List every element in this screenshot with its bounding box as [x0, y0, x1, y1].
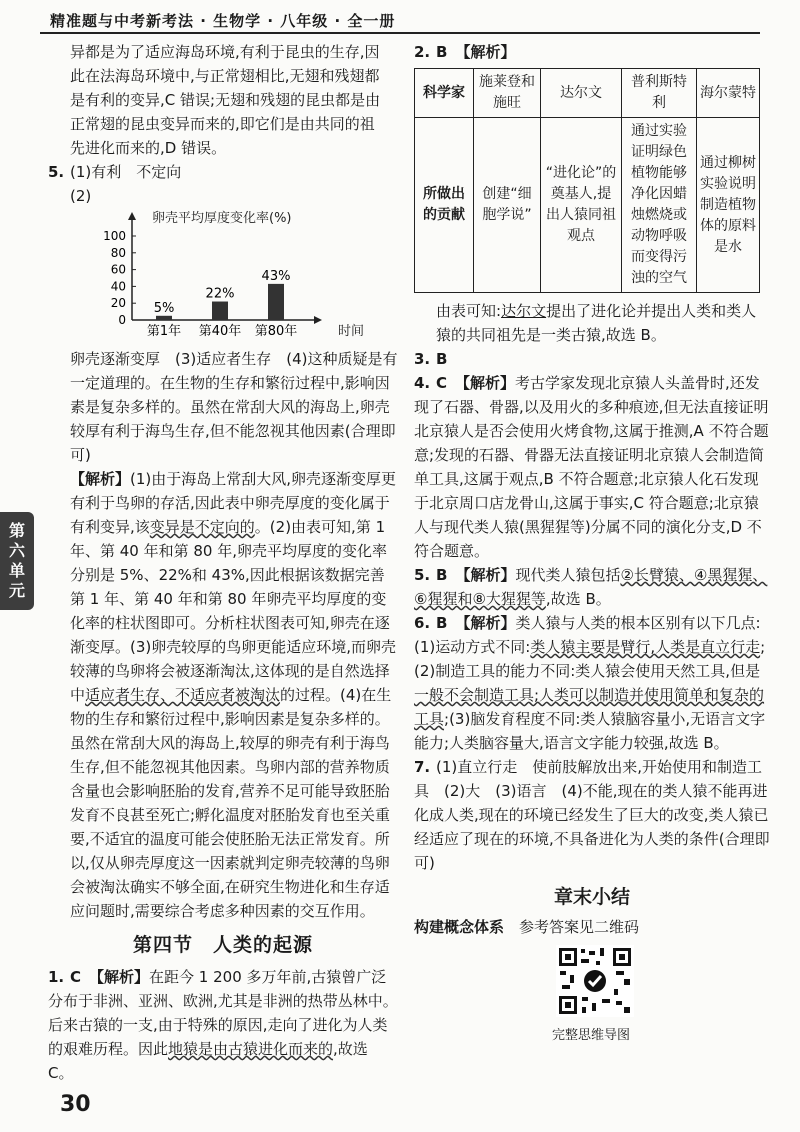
table-cell: 普利斯特利: [622, 69, 697, 118]
unit-tab-char: 单: [8, 561, 25, 580]
y-tick-label: 20: [110, 296, 126, 311]
concept-line: 构建概念体系 参考答案见二维码: [414, 918, 640, 936]
table-cell: 达尔文: [541, 69, 622, 118]
x-axis-label: 时间: [338, 324, 365, 339]
x-axis-arrow: [314, 316, 322, 324]
bar-data-label: 43%: [261, 268, 291, 284]
x-tick-label: 第40年: [198, 324, 242, 339]
x-tick-label: 第1年: [146, 324, 182, 339]
unit-tab: [0, 512, 34, 610]
table-cell: 通过柳树实验说明制造植物体的原料是水: [697, 118, 760, 293]
table-cell: 科学家: [415, 69, 474, 118]
y-tick-label: 100: [103, 229, 126, 243]
y-tick-label: 40: [110, 279, 126, 294]
bar-chart: [70, 208, 390, 340]
q5-part1: 5. (1)有利 不定向: [48, 160, 398, 184]
left-column: [48, 40, 398, 1085]
bar: [156, 316, 172, 320]
q5-right: 5. B 【解析】现代类人猿包括②长臂猿、④黑猩猩、⑥猩猩和⑧大猩猩等,故选 B。: [414, 566, 768, 608]
section-title: 第四节 人类的起源: [132, 934, 313, 956]
table-cell: “进化论”的奠基人,提出人猿同祖观点: [541, 118, 622, 293]
y-tick-label: 0: [118, 313, 126, 327]
q5-number: 5.: [48, 163, 65, 181]
table-cell: 海尔蒙特: [697, 69, 760, 118]
y-axis-arrow: [128, 212, 136, 220]
q5-analysis: 【解析】(1)由于海岛上常刮大风,卵壳逐渐变厚更有利于鸟卵的存活,因此表中卵壳厚度的变化属于有利变异,该变异是不定向的。(2)由表可知,第 1 年、第 40 年和第 80 年,卵壳平均厚度的变化率分别是 5%、22%和 43%,因此根据该数据完善第 1 年、第 40 年和第 80 年卵壳平均厚度的变化率的柱状图即可。分析柱状图表可知,卵壳在逐渐变厚。(3)卵壳较厚的鸟卵更能适应环境,而卵壳较薄的鸟卵将会被逐渐淘汰,这体现的是自然选择中适应者生存、不适应者被淘汰的过程。(4)在生物的生存和繁衍过程中,影响因素是复杂多样的。虽然在常刮大风的海岛上,较厚的卵壳有利于海鸟生存,但不能忽视其他因素。鸟卵内部的营养物质含量也会影响胚胎的发育,营养不足可能导致胚胎发育不良甚至死亡;孵化温度对胚胎发育也至关重要,不适宜的温度可能会使胚胎无法正常发育。所以,仅从卵壳厚度这一因素就判定卵壳较薄的鸟卵会被淘汰确实不够全面,在研究生物进化和生存适应问题时,需要综合考虑多种因素的交互作用。: [70, 470, 397, 920]
unit-tab-char: 元: [8, 581, 25, 600]
bar: [212, 302, 228, 320]
q2-heading: 2. B 【解析】: [414, 43, 516, 61]
table-row: [415, 118, 760, 293]
x-tick-label: 第80年: [254, 324, 298, 339]
intro-block: [48, 40, 398, 160]
chapter-summary-title: 章末小结: [553, 886, 630, 908]
header-rule: [40, 32, 760, 34]
table-header-row: [415, 69, 760, 118]
qr-code-icon[interactable]: [556, 945, 634, 1017]
q4: 4. C 【解析】考古学家发现北京猿人头盖骨时,还发现了石器、骨器,以及用火的多种痕迹,但无法直接证明北京猿人是否会使用火烤食物,这属于推测,A 不符合题意;发现的石器、骨器无法直接证明北京猿人会制造简单工具,这属于观点,B 不符合题意;北京猿人化石发现于北京周口店龙骨山,这属于事实,C 符合题意;北京猿人与现代类人猿(黑猩猩等)分属不同的演化分支,D 不符合题意。: [414, 374, 769, 560]
unit-tab-char: 第: [8, 521, 25, 540]
intro-line: 正常翅的昆虫变异而来的,即它们是由共同的祖: [70, 115, 375, 133]
table-cell: 施莱登和施旺: [474, 69, 541, 118]
y-tick-label: 60: [110, 262, 126, 277]
q3: 3. B: [414, 350, 448, 368]
bar: [268, 284, 284, 320]
q7: 7. (1)直立行走 使前肢解放出来,开始使用和制造工具 (2)大 (3)语言 (4)不能,现在的类人猿不能再进化成人类,现在的环境已经发生了巨大的改变,类人猿已经适应了现在的环境,不具备进化为人类的条件(合理即可): [414, 758, 770, 872]
page-number: 30: [60, 1092, 91, 1117]
intro-line: 是有利的变异,C 错误;无翅和残翅的昆虫都是由: [70, 91, 381, 109]
scientist-table: [414, 68, 760, 293]
table-cell: 通过实验证明绿色植物能够净化因蜡烛燃烧或动物呼吸而变得污浊的空气: [622, 118, 697, 293]
intro-line: 异都是为了适应海岛环境,有利于昆虫的生存,因: [70, 43, 380, 61]
q2-conclusion: 由表可知:达尔文提出了进化论并提出人类和类人猿的共同祖先是一类古猿,故选 B。: [436, 302, 757, 344]
chart-title: 卵壳平均厚度变化率(%): [152, 211, 292, 226]
sec4-q1: 1. C 【解析】在距今 1 200 多万年前,古猿曾广泛分布于非洲、亚洲、欧洲,尤其是非洲的热带丛林中。后来古猿的一支,由于特殊的原因,走向了进化为人类的艰难历程。因此地猿是由古猿进化而来的,故选 C。: [48, 968, 398, 1082]
intro-line: 先进化而来的,D 错误。: [70, 139, 227, 157]
y-tick-label: 80: [110, 245, 126, 260]
running-header: 精准题与中考新考法 · 生物学 · 八年级 · 全一册: [50, 12, 396, 30]
bar-data-label: 22%: [205, 286, 235, 302]
right-column: [414, 40, 770, 1048]
intro-line: 此在法海岛环境中,与正常翅相比,无翅和残翅都: [70, 67, 380, 85]
table-cell: 创建“细胞学说”: [474, 118, 541, 293]
table-cell: 所做出的贡献: [415, 118, 474, 293]
q6: 6. B 【解析】类人猿与人类的根本区别有以下几点:(1)运动方式不同:类人猿主要是臂行,人类是直立行走;(2)制造工具的能力不同:类人猿会使用天然工具,但是一般不会制造工具;人类可以制造并使用简单和复杂的工具;(3)脑发育程度不同:类人猿脑容量小,无语言文字能力;人类脑容量大,语言文字能力较强,故选 B。: [414, 614, 766, 752]
q5-part2-label: (2): [70, 187, 92, 205]
q5-after-chart: 卵壳逐渐变厚 (3)适应者生存 (4)这种质疑是有一定道理的。在生物的生存和繁衍过程中,影响因素是复杂多样的。虽然在常刮大风的海岛上,卵壳较厚有利于海鸟生存,但不能忽视其他因素(合理即可): [70, 350, 398, 464]
unit-tab-char: 六: [8, 541, 25, 560]
bar-data-label: 5%: [153, 300, 175, 316]
qr-caption: 完整思维导图: [552, 1028, 631, 1043]
